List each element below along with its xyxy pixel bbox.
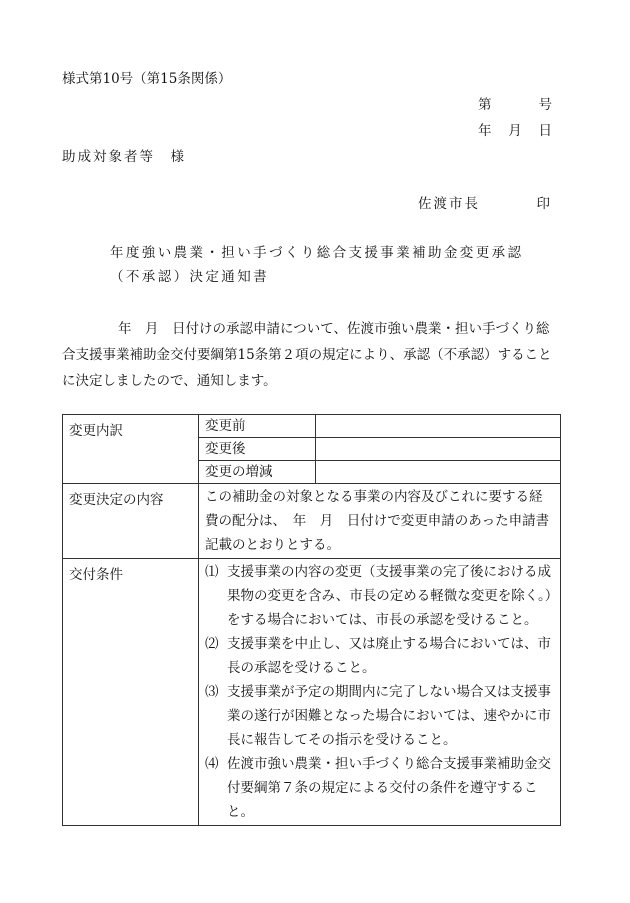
condition-number: ⑴ <box>205 564 219 580</box>
increase-decrease-label: 変更の増減 <box>199 461 316 484</box>
condition-number: ⑶ <box>205 684 219 700</box>
document-number <box>478 93 552 113</box>
after-label: 変更後 <box>199 438 316 461</box>
document-date <box>478 119 552 139</box>
condition-text: 佐渡市強い農業・担い手づくり総合支援事業補助金交付要綱第７条の規定による交付の条件を遵守すること。 <box>227 756 551 820</box>
condition-text: 支援事業が予定の期間内に完了しない場合又は支援事業の遂行が困難となった場合においては、速やかに市長に報告してその指示を受けること。 <box>227 684 551 748</box>
conditions-label: 交付条件 <box>63 559 199 826</box>
before-value <box>316 415 561 438</box>
issuer <box>418 192 552 212</box>
info-table <box>62 414 561 826</box>
form-number: 様式第10号（第15条関係） <box>62 71 232 87</box>
condition-text: 支援事業の内容の変更（支援事業の完了後における成果物の変更を含み、市長の定める軽微な変更を除く。）をする場合においては、市長の承認を受けること。 <box>227 564 552 628</box>
condition-item <box>205 632 554 680</box>
condition-item <box>205 560 554 632</box>
table-row <box>63 415 561 438</box>
condition-item <box>205 680 554 752</box>
date-day: 日 <box>538 123 552 139</box>
table-row <box>63 484 561 559</box>
decision-label: 変更決定の内容 <box>63 484 199 559</box>
condition-number: ⑵ <box>205 636 219 652</box>
document-title: 年度強い農業・担い手づくり総合支援事業補助金変更承認（不承認）決定通知書 <box>110 245 524 285</box>
conditions-list <box>199 559 561 826</box>
before-label: 変更前 <box>199 415 316 438</box>
condition-number: ⑷ <box>205 756 219 772</box>
body-text: 年 月 日付けの承認申請について、佐渡市強い農業・担い手づくり総合支援事業補助金交付要綱第15条第２項の規定により、承認（不承認）することに決定しましたので、通知します。 <box>62 321 552 389</box>
decision-text: この補助金の対象となる事業の内容及びこれに要する経費の配分は、 年 月 日付けで変更申請のあった申請書記載のとおりとする。 <box>199 484 561 559</box>
table-row <box>63 559 561 826</box>
date-year: 年 <box>478 123 492 139</box>
change-breakdown-label: 変更内訳 <box>63 415 199 484</box>
doc-number-prefix: 第 <box>478 97 492 113</box>
condition-text: 支援事業を中止し、又は廃止する場合においては、市長の承認を受けること。 <box>227 636 551 676</box>
date-month: 月 <box>508 123 522 139</box>
increase-decrease-value <box>316 461 561 484</box>
condition-item <box>205 752 554 824</box>
doc-number-suffix: 号 <box>538 97 552 113</box>
issuer-name: 佐渡市長 <box>418 196 480 212</box>
recipient: 助成対象者等 様 <box>62 149 186 165</box>
after-value <box>316 438 561 461</box>
seal-mark: 印 <box>536 196 552 212</box>
